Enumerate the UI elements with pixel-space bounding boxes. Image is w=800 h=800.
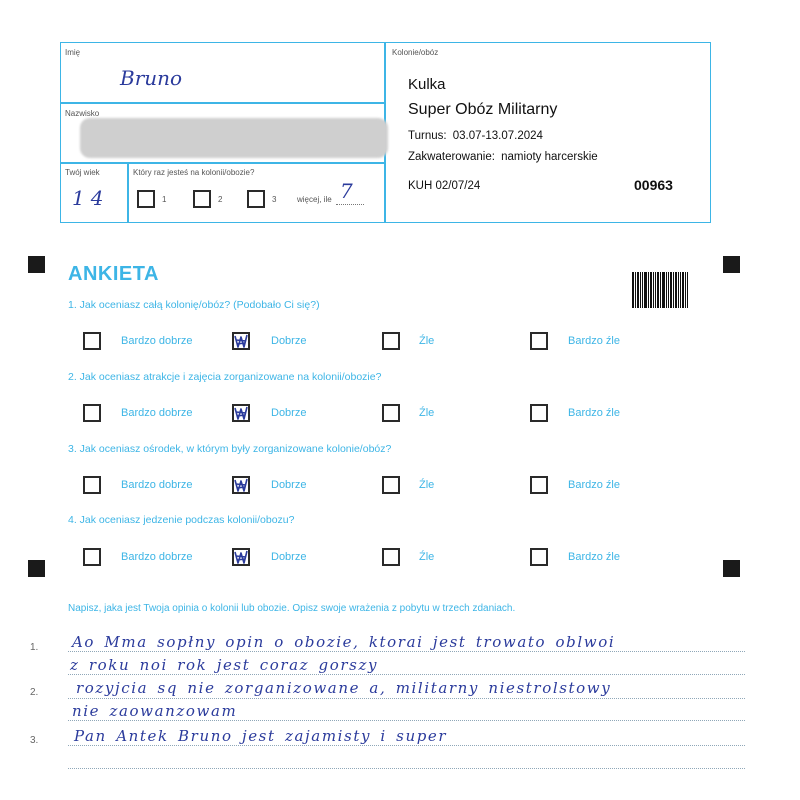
visits-checkbox-3[interactable] (247, 190, 265, 208)
check-mark-icon (232, 548, 250, 566)
camp-label: Kolonie/obóz (392, 48, 439, 57)
answer-3-number: 3. (30, 735, 39, 746)
name-label: Imię (65, 48, 81, 57)
surname-label: Nazwisko (65, 109, 100, 118)
turnus-line (408, 130, 543, 142)
visits-option-3-label: 3 (272, 195, 277, 204)
check-mark-icon (232, 332, 250, 350)
option-bardzo-zle-label: Bardzo źle (568, 407, 620, 419)
age-field[interactable]: 14 (72, 186, 110, 210)
answer-line (68, 651, 745, 652)
visits-more-field[interactable]: 7 (340, 179, 353, 203)
turnus-value: 03.07-13.07.2024 (452, 130, 543, 142)
option-dobrze-checkbox[interactable] (232, 332, 250, 350)
option-zle-checkbox[interactable] (382, 548, 400, 566)
camp-code: KUH 02/07/24 (408, 180, 481, 192)
answer-line (68, 745, 745, 746)
option-bardzo-dobrze-label: Bardzo dobrze (121, 407, 193, 419)
question-2-options (0, 404, 800, 422)
option-bardzo-dobrze-label: Bardzo dobrze (121, 479, 193, 491)
visits-checkbox-2[interactable] (193, 190, 211, 208)
option-bardzo-zle-label: Bardzo źle (568, 551, 620, 563)
option-dobrze-label: Dobrze (271, 407, 307, 419)
visits-more-dotted-line (336, 204, 364, 205)
survey-title: ANKIETA (68, 263, 159, 285)
age-label: Twój wiek (65, 168, 100, 177)
answer-1-line-1[interactable]: Ao Mma sopłny opin o obozie, ktorai jest trowato oblwoi (72, 633, 616, 651)
option-zle-checkbox[interactable] (382, 404, 400, 422)
option-bardzo-zle-checkbox[interactable] (530, 332, 548, 350)
question-1-options (0, 332, 800, 350)
question-1-text: 1. Jak oceniasz całą kolonię/obóz? (Podobało Ci się?) (68, 299, 320, 311)
visits-label: Który raz jesteś na kolonii/obozie? (133, 168, 255, 177)
answer-3-line-1[interactable]: Pan Antek Bruno jest zajamisty i super (74, 727, 448, 745)
option-bardzo-zle-label: Bardzo źle (568, 479, 620, 491)
answer-line (68, 768, 745, 769)
answer-line (68, 674, 745, 675)
option-bardzo-dobrze-label: Bardzo dobrze (121, 335, 193, 347)
accommodation-value: namioty harcerskie (501, 151, 598, 163)
question-4-options (0, 548, 800, 566)
surname-row-divider (60, 162, 385, 164)
age-column-divider (127, 162, 129, 222)
name-field[interactable]: Bruno (120, 66, 183, 90)
registration-mark-icon (723, 256, 740, 273)
answer-line (68, 720, 745, 721)
visits-option-2-label: 2 (218, 195, 223, 204)
check-mark-icon (232, 404, 250, 422)
visits-checkbox-1[interactable] (137, 190, 155, 208)
option-dobrze-checkbox[interactable] (232, 404, 250, 422)
option-dobrze-label: Dobrze (271, 335, 307, 347)
question-2-text: 2. Jak oceniasz atrakcje i zajęcia zorganizowane na kolonii/obozie? (68, 371, 382, 383)
option-bardzo-zle-label: Bardzo źle (568, 335, 620, 347)
option-zle-label: Źle (419, 479, 435, 491)
barcode-icon (632, 272, 688, 308)
option-bardzo-zle-checkbox[interactable] (530, 548, 548, 566)
option-bardzo-dobrze-label: Bardzo dobrze (121, 551, 193, 563)
name-row-divider (60, 102, 385, 104)
camp-title: Super Obóz Militarny (408, 101, 558, 118)
accommodation-label: Zakwaterowanie: (408, 151, 495, 163)
answer-2-line-1[interactable]: rozyjcia sq nie zorganizowane a, militarny niestrolstowy (76, 679, 612, 697)
option-bardzo-zle-checkbox[interactable] (530, 476, 548, 494)
answer-1-line-2[interactable]: z roku noi rok jest coraz gorszy (70, 656, 379, 674)
option-zle-label: Źle (419, 335, 435, 347)
answer-1-number: 1. (30, 642, 39, 653)
question-4-text: 4. Jak oceniasz jedzenie podczas kolonii/obozu? (68, 514, 295, 526)
option-dobrze-label: Dobrze (271, 479, 307, 491)
answer-2-number: 2. (30, 687, 39, 698)
option-zle-label: Źle (419, 407, 435, 419)
question-3-text: 3. Jak oceniasz ośrodek, w którym były zorganizowane kolonie/obóz? (68, 443, 392, 455)
check-mark-icon (232, 476, 250, 494)
turnus-label: Turnus: (408, 130, 447, 142)
question-3-options (0, 476, 800, 494)
answer-line (68, 698, 745, 699)
option-bardzo-zle-checkbox[interactable] (530, 404, 548, 422)
visits-more-label: więcej, ile (297, 195, 332, 204)
opinion-prompt: Napisz, jaka jest Twoja opinia o kolonii lub obozie. Opisz swoje wrażenia z pobytu w trzech zdaniach. (68, 603, 516, 614)
form-number: 00963 (634, 177, 673, 193)
answer-2-line-2[interactable]: nie zaowanzowam (72, 702, 238, 720)
option-zle-checkbox[interactable] (382, 332, 400, 350)
option-bardzo-dobrze-checkbox[interactable] (83, 404, 101, 422)
registration-mark-icon (28, 256, 45, 273)
accommodation-line (408, 151, 598, 163)
camp-name: Kulka (408, 76, 446, 93)
visits-option-1-label: 1 (162, 195, 167, 204)
option-dobrze-checkbox[interactable] (232, 476, 250, 494)
option-dobrze-checkbox[interactable] (232, 548, 250, 566)
option-zle-label: Źle (419, 551, 435, 563)
option-dobrze-label: Dobrze (271, 551, 307, 563)
option-bardzo-dobrze-checkbox[interactable] (83, 476, 101, 494)
surname-redaction (80, 118, 388, 158)
option-zle-checkbox[interactable] (382, 476, 400, 494)
option-bardzo-dobrze-checkbox[interactable] (83, 548, 101, 566)
option-bardzo-dobrze-checkbox[interactable] (83, 332, 101, 350)
